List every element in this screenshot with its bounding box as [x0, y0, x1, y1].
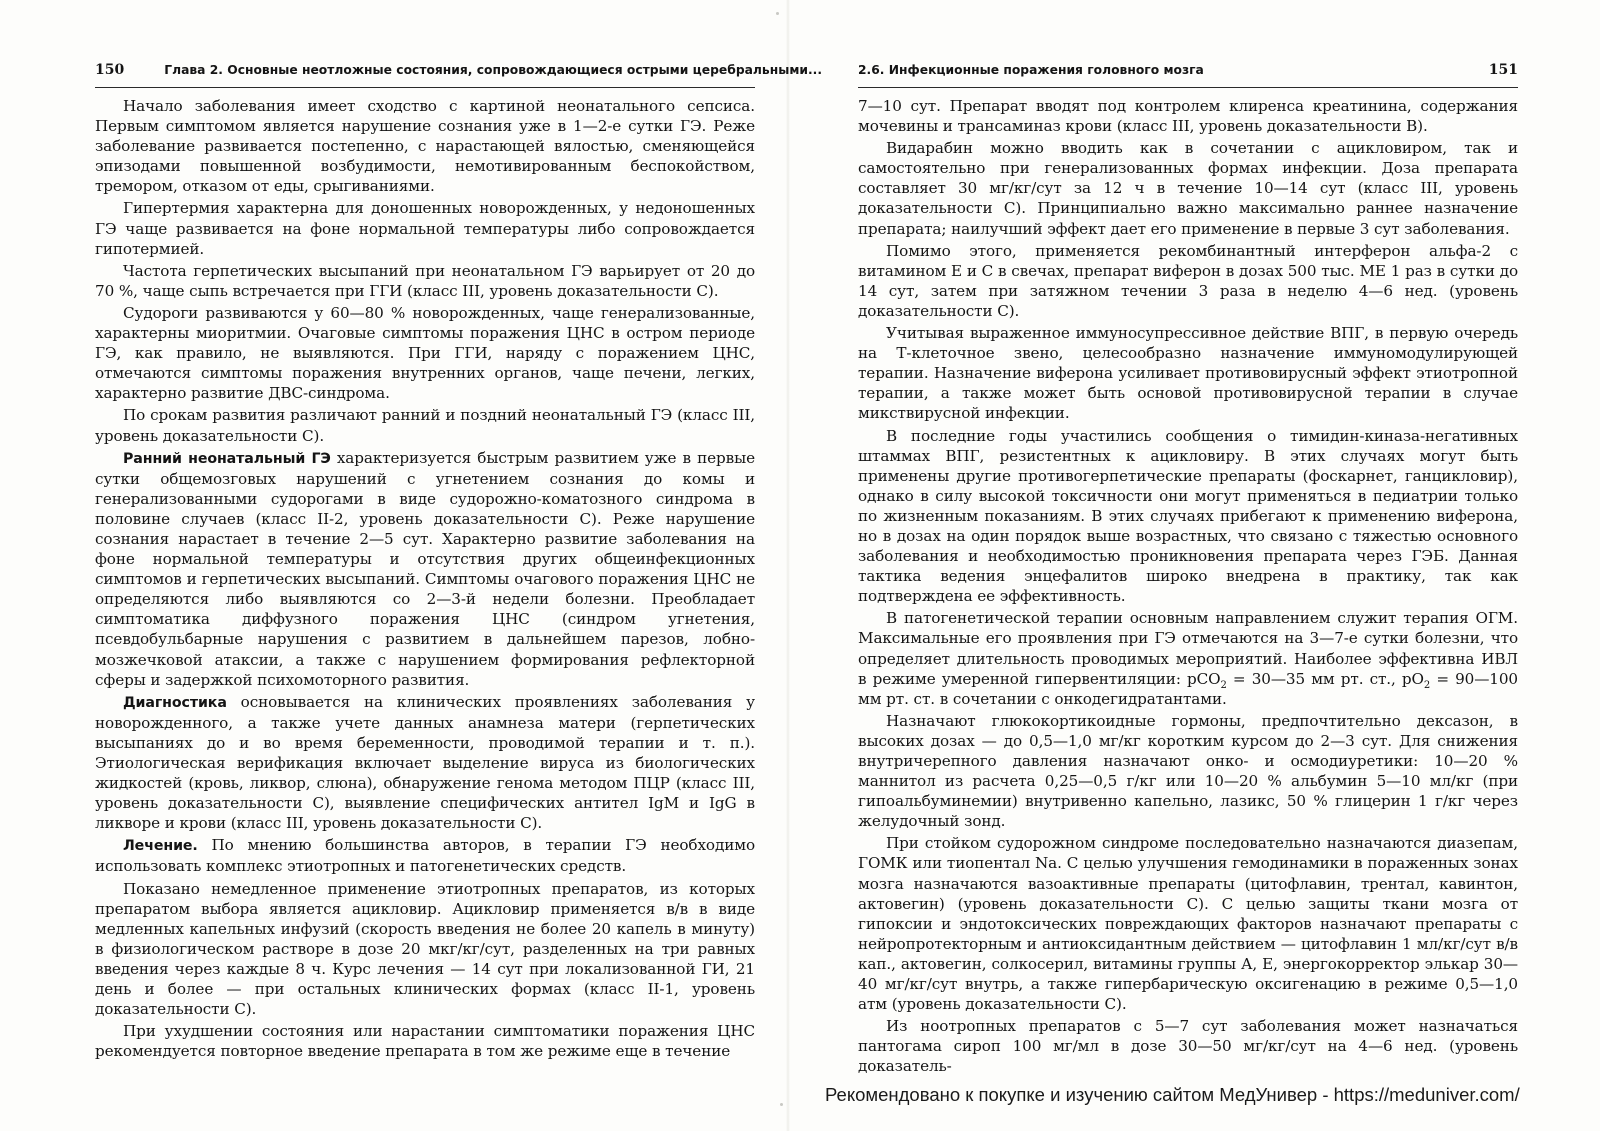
paragraph-text: основывается на клинических проявлениях заболевания у новорожденного, а также учете данных анамнеза матери (герпетических высыпаниях до и во время беременности, проводимой терапии и т. п.). Этиологическая верификация включает выделение вируса из биологических жидкостей (кровь, ликвор, слюна), обнаружение генома методом ПЦР (класс III, уровень доказательности С), выявление специфических антител IgM и IgG в ликворе и крови (класс III, уровень доказательности С).: [95, 692, 755, 833]
paragraph-text: В патогенетической терапии основным направлением служит терапия ОГМ. Максимальные его проявления при ГЭ отмечаются на 3—7-е сутки болезни, что определяет длительность проводимых мероприятий. Наиболее эффективна ИВЛ в режиме умеренной гипервентиляции: pCO: [858, 609, 1518, 688]
paragraph: При стойком судорожном синдроме последовательно назначаются диазепам, ГОМК или тиопентал Na. С целью улучшения гемодинамики в пораженных зонах мозга назначаются вазоактивные препараты (цитофлавин, трентал, кавинтон, актовегин) (уровень доказательности С). С целью защиты ткани мозга от гипоксии и эндотоксических повреждающих факторов назначают препараты с нейропротекторным и антиоксидантным действием — цитофлавин 1 мл/кг/сут в/в кап., актовегин, солкосерил, витамины группы А, Е, энергокорректор элькар 30—40 мг/кг/сут внутрь, а также гипербарическую оксигенацию в режиме 0,5—1,0 атм (уровень доказательности С).: [858, 834, 1518, 1014]
paragraph: Начало заболевания имеет сходство с картиной неонатального сепсиса. Первым симптомом является нарушение сознания уже в 1—2-е сутки ГЭ. Реже заболевание развивается постепенно, с нарастающей вялостью, сменяющейся эпизодами повышенной возбудимости, немотивированным беспокойством, тремором, отказом от еды, срыгиваниями.: [95, 97, 755, 196]
paragraph: Судороги развиваются у 60—80 % новорожденных, чаще генерализованные, характерны миоритмии. Очаговые симптомы поражения ЦНС в остром периоде ГЭ, как правило, не выявляются. При ГГИ, наряду с поражением ЦНС, отмечаются симптомы поражения внутренних органов, чаще печени, легких, характерно развитие ДВС-синдрома.: [95, 303, 755, 403]
scan-speck: [776, 12, 779, 15]
right-body-text: [858, 96, 1518, 1077]
subscript: 2: [1423, 679, 1431, 691]
left-body-text: [95, 96, 755, 1061]
right-page: [858, 62, 1518, 1079]
paragraph: [95, 448, 755, 690]
paragraph: Показано немедленное применение этиотропных препаратов, из которых препаратом выбора является ацикловир. Ацикловир применяется в/в в виде медленных капельных инфузий (скорость введения не более 20 капель в минуту) в физиологическом растворе в дозе 20 мкг/кг/сут, разделенных на три равных введения через каждые 8 ч. Курс лечения — 14 сут при локализованной ГИ, 21 день и более — при остальных клинических формах (класс II-1, уровень доказательности С).: [95, 879, 755, 1019]
right-running-title: 2.6. Инфекционные поражения головного мозга: [858, 63, 1204, 77]
paragraph-lead: Ранний неонатальный ГЭ: [123, 450, 331, 467]
subscript: 2: [1220, 679, 1227, 691]
paragraph-text: = 30—35 мм рт. ст., pO: [1226, 669, 1424, 688]
paragraph: Учитывая выраженное иммуносупрессивное действие ВПГ, в первую очередь на Т-клеточное звено, целесообразно назначение иммуномодулирующей терапии. Назначение виферона усиливает противовирусный эффект этиотропной терапии, а также может быть основой противовирусной терапии в случае микствирусной инфекции.: [858, 324, 1518, 423]
right-running-head: [858, 62, 1518, 88]
paragraph: Помимо этого, применяется рекомбинантный интерферон альфа-2 с витамином Е и С в свечах, препарат виферон в дозах 500 тыс. МЕ 1 раз в сутки до 14 сут, затем при затяжном течении 3 раза в неделю 4—6 нед. (уровень доказательности С).: [858, 241, 1518, 320]
paragraph-text: характеризуется быстрым развитием уже в первые сутки общемозговых нарушений с угнетением сознания до комы и генерализованными судорогами в виде судорожно-коматозного синдрома в половине случаев (класс II-2, уровень доказательности С). Реже нарушение сознания нарастает в течение 2—5 сут. Характерно развитие заболевания на фоне нормальной температуры и отсутствия других общеинфекционных симптомов и герпетических высыпаний. Симптомы очагового поражения ЦНС не определяются либо выявляются со 2—3-й недели болезни. Преобладает симптоматика диффузного поражения ЦНС (синдром угнетения, псевдобульбарные нарушения с развитием в дальнейшем парезов, лобно-мозжечковой атаксии, а также с нарушением формирования рефлекторной сферы и задержкой психомоторного развития.: [95, 448, 755, 689]
paragraph-lead: Лечение.: [123, 838, 198, 855]
paragraph: [95, 692, 755, 834]
left-page-number: 150: [95, 62, 125, 78]
paragraph: При ухудшении состояния или нарастании симптоматики поражения ЦНС рекомендуется повторное введение препарата в том же режиме еще в течение: [95, 1022, 755, 1061]
paragraph: В последние годы участились сообщения о тимидин-киназа-негативных штаммах ВПГ, резистентных к ацикловиру. В этих случаях могут быть применены другие противогерпетические препараты (фоскарнет, ганцикловир), однако в силу высокой токсичности они могут применяться в педиатрии только по жизненным показаниям. В этих случаях прибегают к применению виферона, но в дозах на один порядок выше возрастных, что связано с тяжестью основного заболевания и необходимостью проникновения препарата через ГЭБ. Данная тактика ведения энцефалитов широко внедрена в практику, так как подтверждена ее эффективность.: [858, 426, 1518, 606]
paragraph: 7—10 сут. Препарат вводят под контролем клиренса креатинина, содержания мочевины и трансаминаз крови (класс III, уровень доказательности В).: [858, 97, 1518, 136]
scan-speck: [780, 1103, 783, 1106]
paragraph-text: По мнению большинства авторов, в терапии ГЭ необходимо использовать комплекс этиотропных и патогенетических средств.: [95, 836, 755, 876]
right-page-number: 151: [1488, 62, 1518, 78]
paragraph: [95, 835, 755, 876]
book-gutter: [786, 0, 790, 1131]
paragraph: По срокам развития различают ранний и поздний неонатальный ГЭ (класс III, уровень доказательности С).: [95, 406, 755, 445]
paragraph: Из ноотропных препаратов с 5—7 сут заболевания может назначаться пантогама сироп 100 мг/мл в дозе 30—50 мг/кг/сут на 4—6 нед. (уровень доказатель-: [858, 1017, 1518, 1076]
left-running-title: Глава 2. Основные неотложные состояния, сопровождающиеся острыми церебральными...: [164, 63, 822, 77]
paragraph: [858, 608, 1518, 708]
watermark-footer: Рекомендовано к покупке и изучению сайтом МедУнивер - https://meduniver.com/: [825, 1084, 1520, 1105]
paragraph: Видарабин можно вводить как в сочетании с ацикловиром, так и самостоятельно при генерализованных формах инфекции. Доза препарата составляет 30 мг/кг/сут за 12 ч в течение 10—14 сут (класс III, уровень доказательности С). Принципиально важно максимально раннее назначение препарата; наилучший эффект дает его применение в первые 3 сут заболевания.: [858, 139, 1518, 238]
paragraph-lead: Диагностика: [123, 694, 227, 711]
left-running-head: [95, 62, 822, 88]
paragraph-text: = 90—100 мм рт. ст. в сочетании с онкодегидратантами.: [858, 669, 1518, 708]
paragraph: Назначают глюкокортикоидные гормоны, предпочтительно дексазон, в высоких дозах — до 0,5—1,0 мг/кг коротким курсом до 2—3 сут. Для снижения внутричерепного давления назначают онко- и осмодиуретики: 10—20 % маннитол из расчета 0,25—0,5 г/кг или 10—20 % альбумин 5—10 мл/кг (при гипоальбуминемии) внутривенно капельно, лазикс, 50 % глицерин 1 г/кг через желудочный зонд.: [858, 711, 1518, 831]
left-page: [95, 62, 822, 1063]
paragraph: Частота герпетических высыпаний при неонатальном ГЭ варьирует от 20 до 70 %, чаще сыпь встречается при ГГИ (класс III, уровень доказательности С).: [95, 261, 755, 300]
paragraph: Гипертермия характерна для доношенных новорожденных, у недоношенных ГЭ чаще развивается на фоне нормальной температуры либо сопровождается гипотермией.: [95, 199, 755, 258]
